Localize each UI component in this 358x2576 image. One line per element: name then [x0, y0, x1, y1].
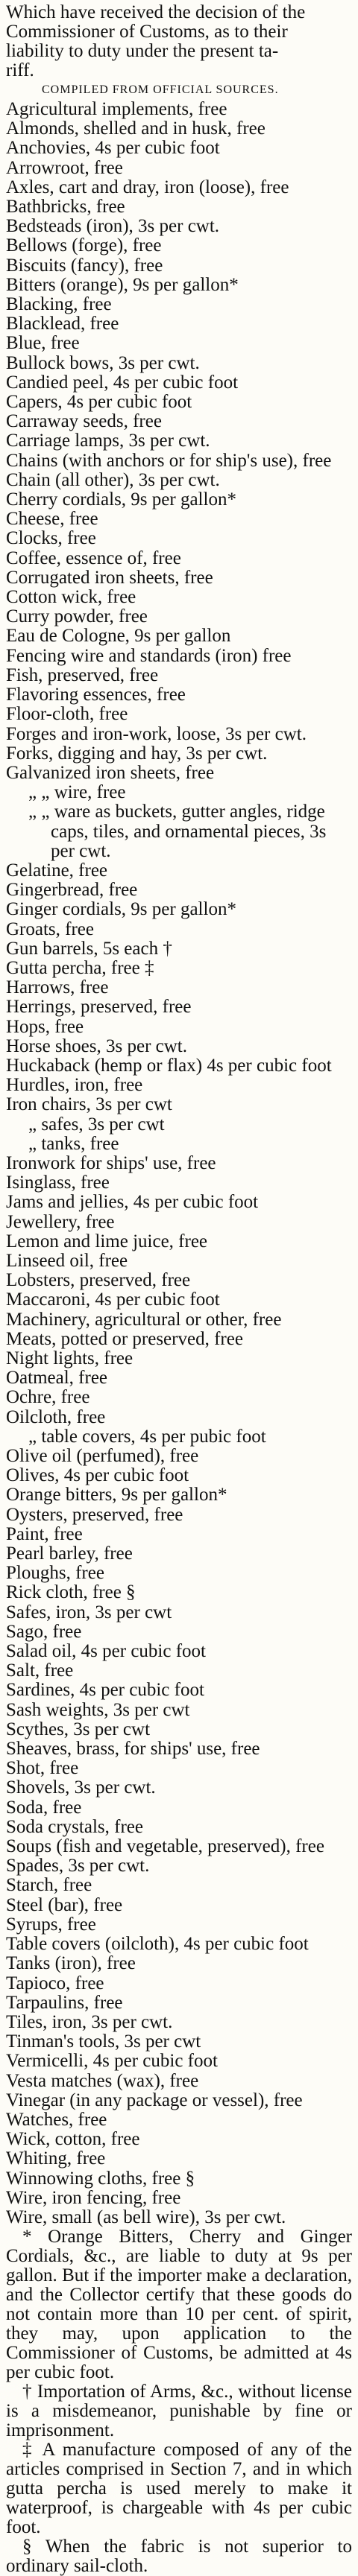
tariff-entry: Bullock bows, 3s per cwt.	[6, 352, 200, 373]
tariff-entry: Syrups, free	[6, 1914, 96, 1935]
tariff-entry: Lobsters, preserved, free	[6, 1270, 191, 1291]
tariff-entry: Rick cloth, free §	[6, 1582, 136, 1603]
tariff-entry: Blue, free	[6, 333, 80, 354]
tariff-entry: Ochre, free	[6, 1387, 90, 1408]
tariff-entry: Harrows, free	[6, 977, 109, 998]
tariff-entry: Shovels, 3s per cwt.	[6, 1777, 156, 1798]
tariff-entry: Gun barrels, 5s each †	[6, 938, 172, 959]
tariff-entry: Ploughs, free	[6, 1563, 104, 1584]
tariff-entry: Bathbricks, free	[6, 197, 125, 218]
footnote: ‡ A manufacture composed of any of the articles comprised in Section 7, and in which gutta percha is used merely to make it waterproof, is chargeable with 4s per cubic foot.	[6, 2440, 352, 2538]
tariff-entry: „ table covers, 4s per pubic foot	[28, 1426, 266, 1447]
tariff-entry: Biscuits (fancy), free	[6, 255, 163, 276]
tariff-entry: Arrowroot, free	[6, 157, 123, 178]
tariff-entry: Candied peel, 4s per cubic foot	[6, 372, 239, 393]
tariff-entry: Soda, free	[6, 1797, 82, 1818]
tariff-entry: Soda crystals, free	[6, 1816, 143, 1837]
tariff-entry: Orange bitters, 9s per gallon*	[6, 1485, 227, 1506]
tariff-entry: Capers, 4s per cubic foot	[6, 392, 192, 413]
tariff-entry: Winnowing cloths, free §	[6, 2168, 195, 2189]
tariff-entry: Forges and iron-work, loose, 3s per cwt.	[6, 723, 307, 744]
tariff-entry: Jams and jellies, 4s per cubic foot	[6, 1192, 259, 1213]
tariff-entry: Vesta matches (wax), free	[6, 2070, 199, 2091]
tariff-entry: Shot, free	[6, 1758, 79, 1779]
tariff-entry: Scythes, 3s per cwt	[6, 1719, 151, 1739]
tariff-entry: Wire, iron fencing, free	[6, 2187, 181, 2208]
tariff-entry: Gelatine, free	[6, 860, 108, 881]
tariff-entry: Sardines, 4s per cubic foot	[6, 1680, 204, 1701]
intro-line: Which have received the decision of the	[6, 2, 306, 22]
footnote: † Importation of Arms, &c., without license is a misdemeanor, punishable by fine or imprisonment.	[6, 2382, 352, 2441]
tariff-entry: Cotton wick, free	[6, 587, 136, 608]
tariff-entry: Meats, potted or preserved, free	[6, 1328, 243, 1349]
tariff-entry: Tarpaulins, free	[6, 1992, 123, 2013]
section-heading: COMPILED FROM OFFICIAL SOURCES.	[42, 83, 279, 96]
tariff-entry: Bedsteads (iron), 3s per cwt.	[6, 216, 220, 237]
tariff-entry: Galvanized iron sheets, free	[6, 762, 215, 783]
footnote: * Orange Bitters, Cherry and Ginger Cordials, &c., are liable to duty at 9s per gallon. But if the importer make a declaration, and the Collector certify that these goods do not contain more than 10 per cent. of spirit, they may, upon application to the Commissioner of Customs, be admitted at 4s per cubic foot.	[6, 2227, 352, 2383]
tariff-entry: Ironwork for ships' use, free	[6, 1152, 216, 1173]
tariff-entry: Horse shoes, 3s per cwt.	[6, 1035, 188, 1056]
footnote: § When the fabric is not superior to ordinary sail-cloth.	[6, 2537, 352, 2576]
intro-paragraph	[6, 3, 352, 80]
intro-line: riff.	[6, 60, 34, 80]
tariff-entry: Curry powder, free	[6, 606, 148, 627]
tariff-entry: Agricultural implements, free	[6, 99, 227, 119]
tariff-entry: Vinegar (in any package or vessel), free	[6, 2090, 303, 2110]
intro-line: Commissioner of Customs, as to their	[6, 22, 288, 42]
tariff-entry: Carraway seeds, free	[6, 411, 162, 432]
tariff-entry: „ „ ware as buckets, gutter angles, ridge caps, tiles, and ornamental pieces, 3s per cwt.	[28, 802, 327, 861]
tariff-entry: Jewellery, free	[6, 1211, 115, 1232]
tariff-entry: Tapioco, free	[6, 1973, 104, 1993]
tariff-entry: Olive oil (perfumed), free	[6, 1446, 199, 1467]
tariff-entry: Whiting, free	[6, 2148, 106, 2169]
tariff-entry: Floor-cloth, free	[6, 704, 128, 725]
tariff-list	[6, 100, 352, 2227]
tariff-entry: Cheese, free	[6, 509, 98, 530]
tariff-entry: Table covers (oilcloth), 4s per cubic foot	[6, 1934, 309, 1955]
tariff-entry: Ginger cordials, 9s per gallon*	[6, 899, 236, 920]
tariff-entry: Watches, free	[6, 2109, 107, 2130]
tariff-entry: Oilcloth, free	[6, 1406, 106, 1427]
tariff-entry: Salt, free	[6, 1660, 74, 1681]
tariff-entry: Corrugated iron sheets, free	[6, 567, 213, 588]
tariff-entry: Herrings, preserved, free	[6, 997, 192, 1018]
tariff-entry: Oysters, preserved, free	[6, 1504, 183, 1525]
tariff-entry: „ tanks, free	[28, 1133, 119, 1154]
tariff-entry: Fish, preserved, free	[6, 664, 159, 685]
tariff-entry: Groats, free	[6, 919, 94, 939]
tariff-entry: Lemon and lime juice, free	[6, 1231, 208, 1251]
tariff-entry: Maccaroni, 4s per cubic foot	[6, 1289, 220, 1310]
tariff-entry: Fencing wire and standards (iron) free	[6, 645, 292, 666]
tariff-entry: Cherry cordials, 9s per gallon*	[6, 489, 236, 510]
tariff-entry: Bellows (forge), free	[6, 235, 162, 256]
tariff-entry: Carriage lamps, 3s per cwt.	[6, 431, 210, 451]
tariff-entry: Blacklead, free	[6, 314, 119, 334]
tariff-entry: Tanks (iron), free	[6, 1953, 136, 1974]
tariff-entry: Starch, free	[6, 1875, 92, 1896]
footnotes	[6, 2227, 352, 2576]
tariff-entry: Spades, 3s per cwt.	[6, 1856, 150, 1877]
tariff-entry: Iron chairs, 3s per cwt	[6, 1094, 172, 1115]
tariff-entry: Sago, free	[6, 1621, 82, 1642]
tariff-entry: Flavoring essences, free	[6, 685, 186, 705]
tariff-entry: Wire, small (as bell wire), 3s per cwt.	[6, 2207, 286, 2227]
tariff-entry: Almonds, shelled and in husk, free	[6, 118, 266, 139]
tariff-entry: Anchovies, 4s per cubic foot	[6, 138, 220, 159]
tariff-entry: „ „ wire, free	[28, 782, 126, 803]
tariff-entry: Wick, cotton, free	[6, 2129, 140, 2150]
tariff-entry: Hurdles, iron, free	[6, 1075, 143, 1096]
tariff-entry: Coffee, essence of, free	[6, 548, 181, 568]
tariff-entry: Eau de Cologne, 9s per gallon	[6, 626, 231, 647]
tariff-entry: Isinglass, free	[6, 1173, 110, 1193]
tariff-entry: Axles, cart and dray, iron (loose), free	[6, 177, 289, 197]
tariff-entry: Linseed oil, free	[6, 1250, 128, 1271]
tariff-entry: „ safes, 3s per cwt	[28, 1114, 165, 1135]
tariff-entry: Huckaback (hemp or flax) 4s per cubic foot	[6, 1055, 332, 1076]
tariff-entry: Vermicelli, 4s per cubic foot	[6, 2051, 218, 2072]
tariff-entry: Gingerbread, free	[6, 880, 138, 901]
tariff-entry: Steel (bar), free	[6, 1894, 123, 1915]
tariff-entry: Clocks, free	[6, 528, 96, 549]
tariff-entry: Night lights, free	[6, 1348, 134, 1368]
tariff-entry: Chains (with anchors or for ship's use), free	[6, 450, 332, 471]
tariff-entry: Safes, iron, 3s per cwt	[6, 1602, 172, 1622]
tariff-entry: Pearl barley, free	[6, 1544, 133, 1564]
tariff-entry: Bitters (orange), 9s per gallon*	[6, 274, 239, 295]
tariff-entry: Machinery, agricultural or other, free	[6, 1309, 282, 1330]
tariff-entry: Tinman's tools, 3s per cwt	[6, 2031, 201, 2052]
tariff-entry: Tiles, iron, 3s per cwt.	[6, 2011, 173, 2032]
tariff-entry: Olives, 4s per cubic foot	[6, 1465, 189, 1486]
tariff-entry: Sash weights, 3s per cwt	[6, 1699, 190, 1720]
tariff-entry: Forks, digging and hay, 3s per cwt.	[6, 743, 268, 764]
intro-line: liability to duty under the present ta-	[6, 41, 279, 61]
tariff-entry: Salad oil, 4s per cubic foot	[6, 1641, 206, 1662]
tariff-entry: Paint, free	[6, 1523, 83, 1544]
tariff-entry: Sheaves, brass, for ships' use, free	[6, 1739, 260, 1760]
tariff-entry: Soups (fish and vegetable, preserved), free	[6, 1836, 324, 1857]
tariff-entry: Chain (all other), 3s per cwt.	[6, 469, 220, 490]
tariff-entry: Hops, free	[6, 1016, 84, 1037]
tariff-entry: Blacking, free	[6, 294, 112, 315]
tariff-entry: Gutta percha, free ‡	[6, 957, 154, 978]
tariff-entry: Oatmeal, free	[6, 1368, 108, 1389]
